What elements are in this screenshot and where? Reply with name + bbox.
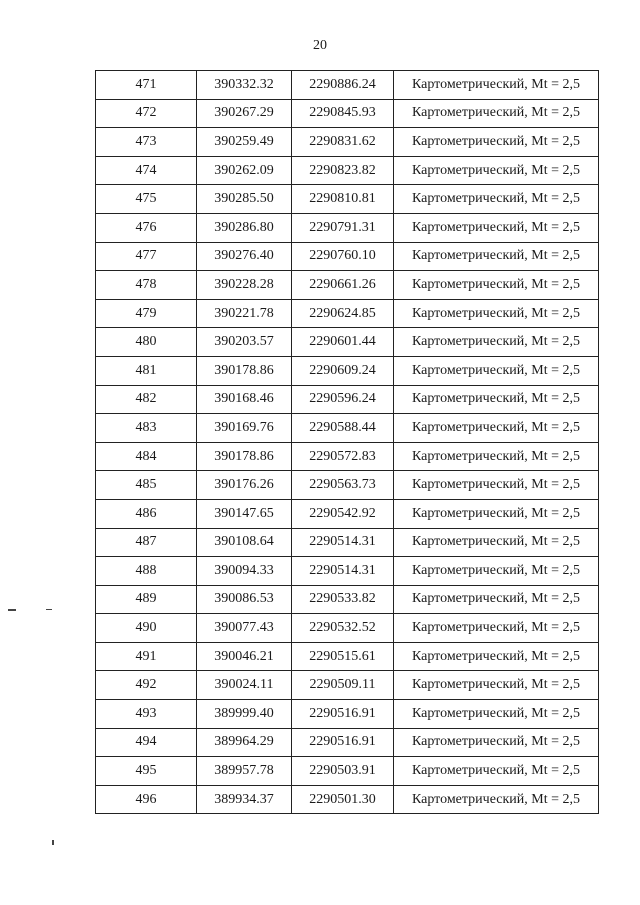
method-cell: Картометрический, Mt = 2,5 (394, 671, 599, 700)
point-number-cell: 482 (96, 385, 197, 414)
point-number-cell: 492 (96, 671, 197, 700)
method-cell: Картометрический, Mt = 2,5 (394, 356, 599, 385)
x-coordinate-cell: 389964.29 (197, 728, 292, 757)
point-number-cell: 496 (96, 785, 197, 814)
table-row (96, 442, 599, 471)
table-row (96, 528, 599, 557)
x-coordinate-cell: 390046.21 (197, 642, 292, 671)
y-coordinate-cell: 2290609.24 (292, 356, 394, 385)
y-coordinate-cell: 2290516.91 (292, 700, 394, 729)
method-cell: Картометрический, Mt = 2,5 (394, 471, 599, 500)
point-number-cell: 474 (96, 156, 197, 185)
table-row (96, 499, 599, 528)
method-cell: Картометрический, Mt = 2,5 (394, 499, 599, 528)
x-coordinate-cell: 390147.65 (197, 499, 292, 528)
table-row (96, 471, 599, 500)
method-cell: Картометрический, Mt = 2,5 (394, 128, 599, 157)
y-coordinate-cell: 2290791.31 (292, 213, 394, 242)
method-cell: Картометрический, Mt = 2,5 (394, 528, 599, 557)
x-coordinate-cell: 390108.64 (197, 528, 292, 557)
method-cell: Картометрический, Mt = 2,5 (394, 328, 599, 357)
method-cell: Картометрический, Mt = 2,5 (394, 242, 599, 271)
y-coordinate-cell: 2290509.11 (292, 671, 394, 700)
x-coordinate-cell: 390285.50 (197, 185, 292, 214)
y-coordinate-cell: 2290760.10 (292, 242, 394, 271)
method-cell: Картометрический, Mt = 2,5 (394, 557, 599, 586)
table-row (96, 242, 599, 271)
x-coordinate-cell: 390332.32 (197, 71, 292, 100)
y-coordinate-cell: 2290515.61 (292, 642, 394, 671)
y-coordinate-cell: 2290516.91 (292, 728, 394, 757)
x-coordinate-cell: 390262.09 (197, 156, 292, 185)
method-cell: Картометрический, Mt = 2,5 (394, 757, 599, 786)
table-row (96, 728, 599, 757)
method-cell: Картометрический, Mt = 2,5 (394, 156, 599, 185)
x-coordinate-cell: 390094.33 (197, 557, 292, 586)
method-cell: Картометрический, Mt = 2,5 (394, 213, 599, 242)
method-cell: Картометрический, Mt = 2,5 (394, 271, 599, 300)
x-coordinate-cell: 390178.86 (197, 356, 292, 385)
point-number-cell: 490 (96, 614, 197, 643)
method-cell: Картометрический, Mt = 2,5 (394, 585, 599, 614)
point-number-cell: 481 (96, 356, 197, 385)
y-coordinate-cell: 2290514.31 (292, 557, 394, 586)
point-number-cell: 471 (96, 71, 197, 100)
table-row (96, 128, 599, 157)
table-row (96, 328, 599, 357)
x-coordinate-cell: 390259.49 (197, 128, 292, 157)
y-coordinate-cell: 2290572.83 (292, 442, 394, 471)
point-number-cell: 480 (96, 328, 197, 357)
point-number-cell: 477 (96, 242, 197, 271)
coordinates-table-body (96, 71, 599, 814)
x-coordinate-cell: 390077.43 (197, 614, 292, 643)
method-cell: Картометрический, Mt = 2,5 (394, 642, 599, 671)
table-row (96, 414, 599, 443)
point-number-cell: 489 (96, 585, 197, 614)
table-row (96, 156, 599, 185)
x-coordinate-cell: 390276.40 (197, 242, 292, 271)
scan-speck (8, 609, 16, 611)
point-number-cell: 484 (96, 442, 197, 471)
y-coordinate-cell: 2290532.52 (292, 614, 394, 643)
point-number-cell: 478 (96, 271, 197, 300)
method-cell: Картометрический, Mt = 2,5 (394, 385, 599, 414)
y-coordinate-cell: 2290810.81 (292, 185, 394, 214)
table-row (96, 385, 599, 414)
table-row (96, 671, 599, 700)
y-coordinate-cell: 2290831.62 (292, 128, 394, 157)
y-coordinate-cell: 2290823.82 (292, 156, 394, 185)
table-row (96, 585, 599, 614)
coordinates-table (95, 70, 599, 814)
point-number-cell: 485 (96, 471, 197, 500)
method-cell: Картометрический, Mt = 2,5 (394, 99, 599, 128)
x-coordinate-cell: 390176.26 (197, 471, 292, 500)
y-coordinate-cell: 2290886.24 (292, 71, 394, 100)
x-coordinate-cell: 390203.57 (197, 328, 292, 357)
y-coordinate-cell: 2290661.26 (292, 271, 394, 300)
x-coordinate-cell: 390228.28 (197, 271, 292, 300)
y-coordinate-cell: 2290588.44 (292, 414, 394, 443)
y-coordinate-cell: 2290596.24 (292, 385, 394, 414)
table-row (96, 71, 599, 100)
point-number-cell: 475 (96, 185, 197, 214)
point-number-cell: 494 (96, 728, 197, 757)
method-cell: Картометрический, Mt = 2,5 (394, 785, 599, 814)
x-coordinate-cell: 390169.76 (197, 414, 292, 443)
table-row (96, 356, 599, 385)
table-row (96, 299, 599, 328)
x-coordinate-cell: 390168.46 (197, 385, 292, 414)
scan-speck (52, 840, 54, 845)
x-coordinate-cell: 390267.29 (197, 99, 292, 128)
table-row (96, 785, 599, 814)
point-number-cell: 487 (96, 528, 197, 557)
x-coordinate-cell: 390286.80 (197, 213, 292, 242)
table-row (96, 185, 599, 214)
x-coordinate-cell: 390024.11 (197, 671, 292, 700)
method-cell: Картометрический, Mt = 2,5 (394, 299, 599, 328)
point-number-cell: 473 (96, 128, 197, 157)
method-cell: Картометрический, Mt = 2,5 (394, 614, 599, 643)
point-number-cell: 476 (96, 213, 197, 242)
x-coordinate-cell: 390178.86 (197, 442, 292, 471)
method-cell: Картометрический, Mt = 2,5 (394, 71, 599, 100)
point-number-cell: 472 (96, 99, 197, 128)
table-row (96, 99, 599, 128)
y-coordinate-cell: 2290501.30 (292, 785, 394, 814)
x-coordinate-cell: 389934.37 (197, 785, 292, 814)
table-row (96, 642, 599, 671)
table-row (96, 700, 599, 729)
method-cell: Картометрический, Mt = 2,5 (394, 414, 599, 443)
scan-speck (46, 609, 52, 610)
y-coordinate-cell: 2290533.82 (292, 585, 394, 614)
table-row (96, 557, 599, 586)
x-coordinate-cell: 390221.78 (197, 299, 292, 328)
y-coordinate-cell: 2290624.85 (292, 299, 394, 328)
method-cell: Картометрический, Mt = 2,5 (394, 700, 599, 729)
y-coordinate-cell: 2290514.31 (292, 528, 394, 557)
y-coordinate-cell: 2290563.73 (292, 471, 394, 500)
page-number: 20 (313, 38, 327, 53)
y-coordinate-cell: 2290601.44 (292, 328, 394, 357)
point-number-cell: 491 (96, 642, 197, 671)
y-coordinate-cell: 2290503.91 (292, 757, 394, 786)
point-number-cell: 488 (96, 557, 197, 586)
table-row (96, 757, 599, 786)
method-cell: Картометрический, Mt = 2,5 (394, 442, 599, 471)
method-cell: Картометрический, Mt = 2,5 (394, 185, 599, 214)
table-row (96, 614, 599, 643)
method-cell: Картометрический, Mt = 2,5 (394, 728, 599, 757)
x-coordinate-cell: 390086.53 (197, 585, 292, 614)
point-number-cell: 493 (96, 700, 197, 729)
point-number-cell: 486 (96, 499, 197, 528)
point-number-cell: 495 (96, 757, 197, 786)
y-coordinate-cell: 2290542.92 (292, 499, 394, 528)
table-row (96, 271, 599, 300)
x-coordinate-cell: 389999.40 (197, 700, 292, 729)
point-number-cell: 479 (96, 299, 197, 328)
y-coordinate-cell: 2290845.93 (292, 99, 394, 128)
x-coordinate-cell: 389957.78 (197, 757, 292, 786)
point-number-cell: 483 (96, 414, 197, 443)
table-row (96, 213, 599, 242)
